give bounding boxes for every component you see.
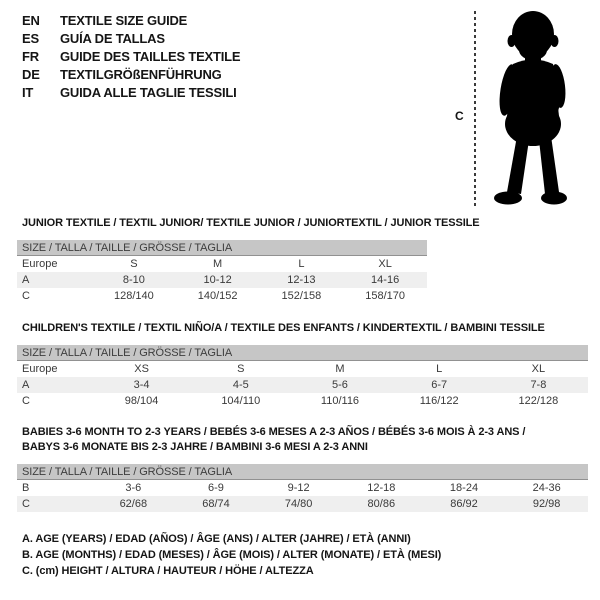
size-cell: 6-7	[431, 379, 448, 391]
size-cell: 68/74	[202, 498, 230, 510]
language-code: FR	[22, 49, 39, 64]
size-cell: 4-5	[232, 379, 249, 391]
section-children	[17, 321, 588, 409]
language-title: GUIDE DES TAILLES TEXTILE	[60, 49, 241, 64]
language-row	[22, 84, 240, 102]
size-cell: XS	[134, 363, 149, 375]
row-label: A	[22, 379, 30, 391]
size-cell: 6-9	[208, 482, 224, 494]
size-cell: 92/98	[532, 498, 561, 510]
table-row	[17, 256, 427, 272]
section-title	[22, 425, 588, 455]
size-cell: L	[298, 258, 305, 270]
row-label: A	[22, 274, 30, 286]
toddler-silhouette-icon	[481, 8, 583, 210]
size-cell: 80/86	[367, 498, 396, 510]
size-cell: 18-24	[449, 482, 479, 494]
size-cell: 98/104	[124, 395, 159, 407]
size-cell: 9-12	[287, 482, 310, 494]
size-cell: 128/140	[113, 290, 154, 302]
size-cell: 140/152	[197, 290, 238, 302]
height-dashed-line	[474, 11, 476, 207]
size-cell: 8-10	[122, 274, 145, 286]
size-cell: M	[213, 258, 223, 270]
size-cell: 14-16	[371, 274, 400, 286]
table-row	[17, 272, 427, 288]
footnote-line: B. AGE (MONTHS) / EDAD (MESES) / ÂGE (MOIS) / ALTER (MONATE) / ETÀ (MESI)	[22, 549, 442, 561]
language-list	[22, 12, 240, 102]
row-label: C	[22, 498, 30, 510]
language-title: TEXTILE SIZE GUIDE	[60, 13, 188, 28]
section-title	[22, 321, 588, 336]
size-cell: 5-6	[332, 379, 348, 391]
size-cell: 116/122	[419, 395, 459, 407]
section-babies	[17, 425, 588, 512]
size-cell: 3-6	[125, 482, 142, 494]
size-cell: 152/158	[281, 290, 322, 302]
size-cell: 12-18	[367, 482, 396, 494]
size-cell: 3-4	[133, 379, 150, 391]
size-cell: S	[237, 363, 245, 375]
footnote-line: A. AGE (YEARS) / EDAD (AÑOS) / ÂGE (ANS) / ALTER (JAHRE) / ETÀ (ANNI)	[22, 533, 411, 545]
language-code: DE	[22, 67, 40, 82]
table-row	[17, 377, 588, 393]
language-row	[22, 30, 240, 48]
height-measure-label: C	[455, 109, 464, 123]
size-header-bar: SIZE / TALLA / TAILLE / GRÖSSE / TAGLIA	[17, 464, 588, 480]
language-row	[22, 12, 240, 30]
section-title-line: BABYS 3-6 MONATE BIS 2-3 JAHRE / BAMBINI 3-6 MESI A 2-3 ANNI	[22, 441, 368, 453]
row-label: C	[22, 395, 30, 407]
size-cell: 7-8	[530, 379, 547, 391]
section-junior	[17, 216, 480, 304]
size-cell: S	[130, 258, 138, 270]
language-row	[22, 66, 240, 84]
language-code: EN	[22, 13, 40, 28]
size-header-bar: SIZE / TALLA / TAILLE / GRÖSSE / TAGLIA	[17, 240, 427, 256]
size-cell: 158/170	[365, 290, 405, 302]
table-row	[17, 288, 427, 304]
row-label: Europe	[22, 363, 58, 375]
section-title-line: CHILDREN'S TEXTILE / TEXTIL NIÑO/A / TEXTILE DES ENFANTS / KINDERTEXTIL / BAMBINI TESSILE	[22, 322, 545, 334]
size-cell: XL	[531, 363, 546, 375]
language-title: TEXTILGRÖßENFÜHRUNG	[60, 67, 222, 82]
size-cell: 122/128	[518, 395, 559, 407]
size-cell: XL	[378, 258, 392, 270]
section-title-line: JUNIOR TEXTILE / TEXTIL JUNIOR/ TEXTILE JUNIOR / JUNIORTEXTIL / JUNIOR TESSILE	[22, 217, 480, 229]
table-row	[17, 393, 588, 409]
language-title: GUIDA ALLE TAGLIE TESSILI	[60, 85, 237, 100]
size-cell: 110/116	[320, 395, 360, 407]
language-code: ES	[22, 31, 39, 46]
footnotes	[22, 531, 441, 579]
size-cell: M	[335, 363, 345, 375]
size-cell: 104/110	[221, 395, 261, 407]
size-header-bar: SIZE / TALLA / TAILLE / GRÖSSE / TAGLIA	[17, 345, 588, 361]
table-row	[17, 361, 588, 377]
row-label: B	[22, 482, 30, 494]
footnote-line: C. (cm) HEIGHT / ALTURA / HAUTEUR / HÖHE / ALTEZZA	[22, 565, 314, 577]
size-cell: 74/80	[284, 498, 313, 510]
section-title	[22, 216, 480, 231]
size-cell: L	[436, 363, 443, 375]
row-label: C	[22, 290, 30, 302]
size-cell: 86/92	[450, 498, 478, 510]
size-cell: 24-36	[532, 482, 561, 494]
table-row	[17, 480, 588, 496]
size-cell: 62/68	[119, 498, 148, 510]
section-title-line: BABIES 3-6 MONTH TO 2-3 YEARS / BEBÉS 3-6 MESES A 2-3 AÑOS / BÉBÉS 3-6 MOIS À 2-3 ANS /	[22, 426, 526, 438]
row-label: Europe	[22, 258, 58, 270]
size-cell: 10-12	[203, 274, 232, 286]
language-title: GUÍA DE TALLAS	[60, 31, 165, 46]
language-row	[22, 48, 240, 66]
table-row	[17, 496, 588, 512]
language-code: IT	[22, 85, 34, 100]
size-cell: 12-13	[287, 274, 316, 286]
